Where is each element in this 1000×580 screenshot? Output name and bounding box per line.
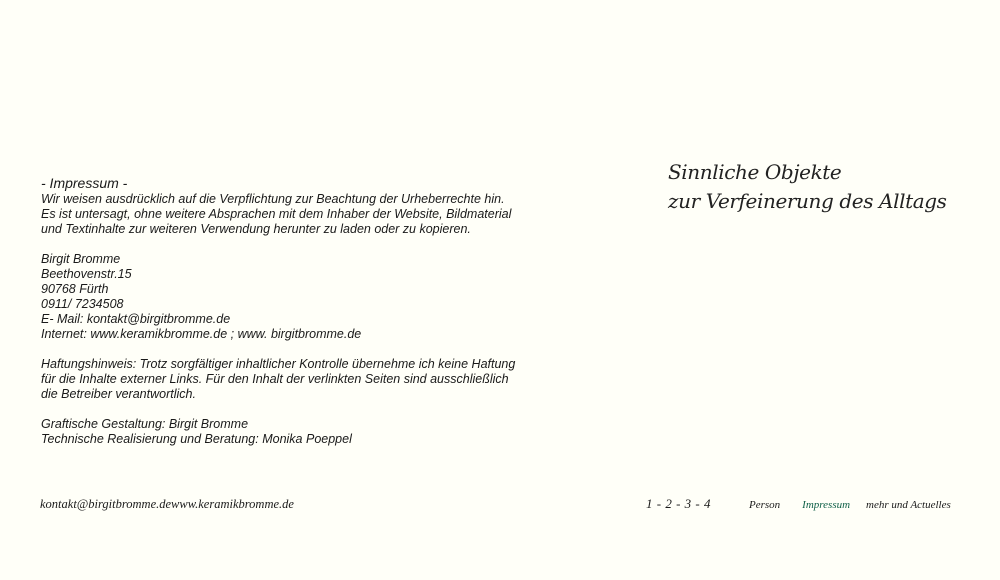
nav-person[interactable]: Person — [749, 499, 781, 511]
copyright-line-3: und Textinhalte zur weiteren Verwendung herunter zu laden oder zu kopieren. — [41, 222, 471, 236]
tagline — [668, 158, 947, 216]
tagline-line-2: zur Verfeinerung des Alltags — [668, 189, 947, 213]
tech-credit: Technische Realisierung und Beratung: Monika Poeppel — [41, 432, 352, 446]
website-separator: ; — [227, 327, 238, 341]
impressum-heading: - Impressum - — [41, 175, 128, 191]
disclaimer-line-3: die Betreiber verantwortlich. — [41, 387, 196, 401]
address-street: Beethovenstr.15 — [41, 267, 132, 281]
tagline-line-1: Sinnliche Objekte — [668, 160, 842, 184]
spacer — [41, 342, 541, 357]
internet-label: Internet: — [41, 327, 91, 341]
email-label: E- Mail: — [41, 312, 87, 326]
disclaimer-line-1: Haftungshinweis: Trotz sorgfältiger inhaltlicher Kontrolle übernehme ich keine Haftung — [41, 357, 516, 371]
nav-mehr-und-actuelles[interactable]: mehr und Actuelles — [866, 499, 951, 511]
spacer — [41, 237, 541, 252]
address-city: 90768 Fürth — [41, 282, 109, 296]
footer-nav — [646, 495, 951, 513]
page-numbers-nav[interactable]: 1 - 2 - 3 - 4 — [646, 496, 711, 511]
email-line — [41, 312, 541, 327]
footer-email-link[interactable]: kontakt@birgitbromme.de — [40, 497, 172, 511]
internet-line — [41, 327, 541, 342]
nav-impressum[interactable]: Impressum — [802, 499, 851, 511]
email-link[interactable]: kontakt@birgitbromme.de — [86, 312, 231, 326]
disclaimer-line-2: für die Inhalte externer Links. Für den Inhalt der verlinkten Seiten sind ausschließlich — [41, 372, 509, 386]
copyright-line-2: Es ist untersagt, ohne weitere Absprachen mit dem Inhaber der Website, Bildmaterial — [41, 207, 512, 221]
footer-contact — [40, 497, 294, 512]
website-link-keramik[interactable]: www.keramikbromme.de — [90, 327, 228, 341]
copyright-line-1: Wir weisen ausdrücklich auf die Verpflichtung zur Beachtung der Urheberrechte hin. — [41, 192, 505, 206]
website-link-birgit[interactable]: www. birgitbromme.de — [237, 327, 362, 341]
footer-website-link[interactable]: www.keramikbromme.de — [171, 497, 294, 511]
design-credit: Graftische Gestaltung: Birgit Bromme — [41, 417, 249, 431]
spacer — [41, 402, 541, 417]
impressum-section — [41, 175, 541, 447]
phone-number: 0911/ 7234508 — [41, 297, 124, 311]
owner-name: Birgit Bromme — [41, 252, 121, 266]
